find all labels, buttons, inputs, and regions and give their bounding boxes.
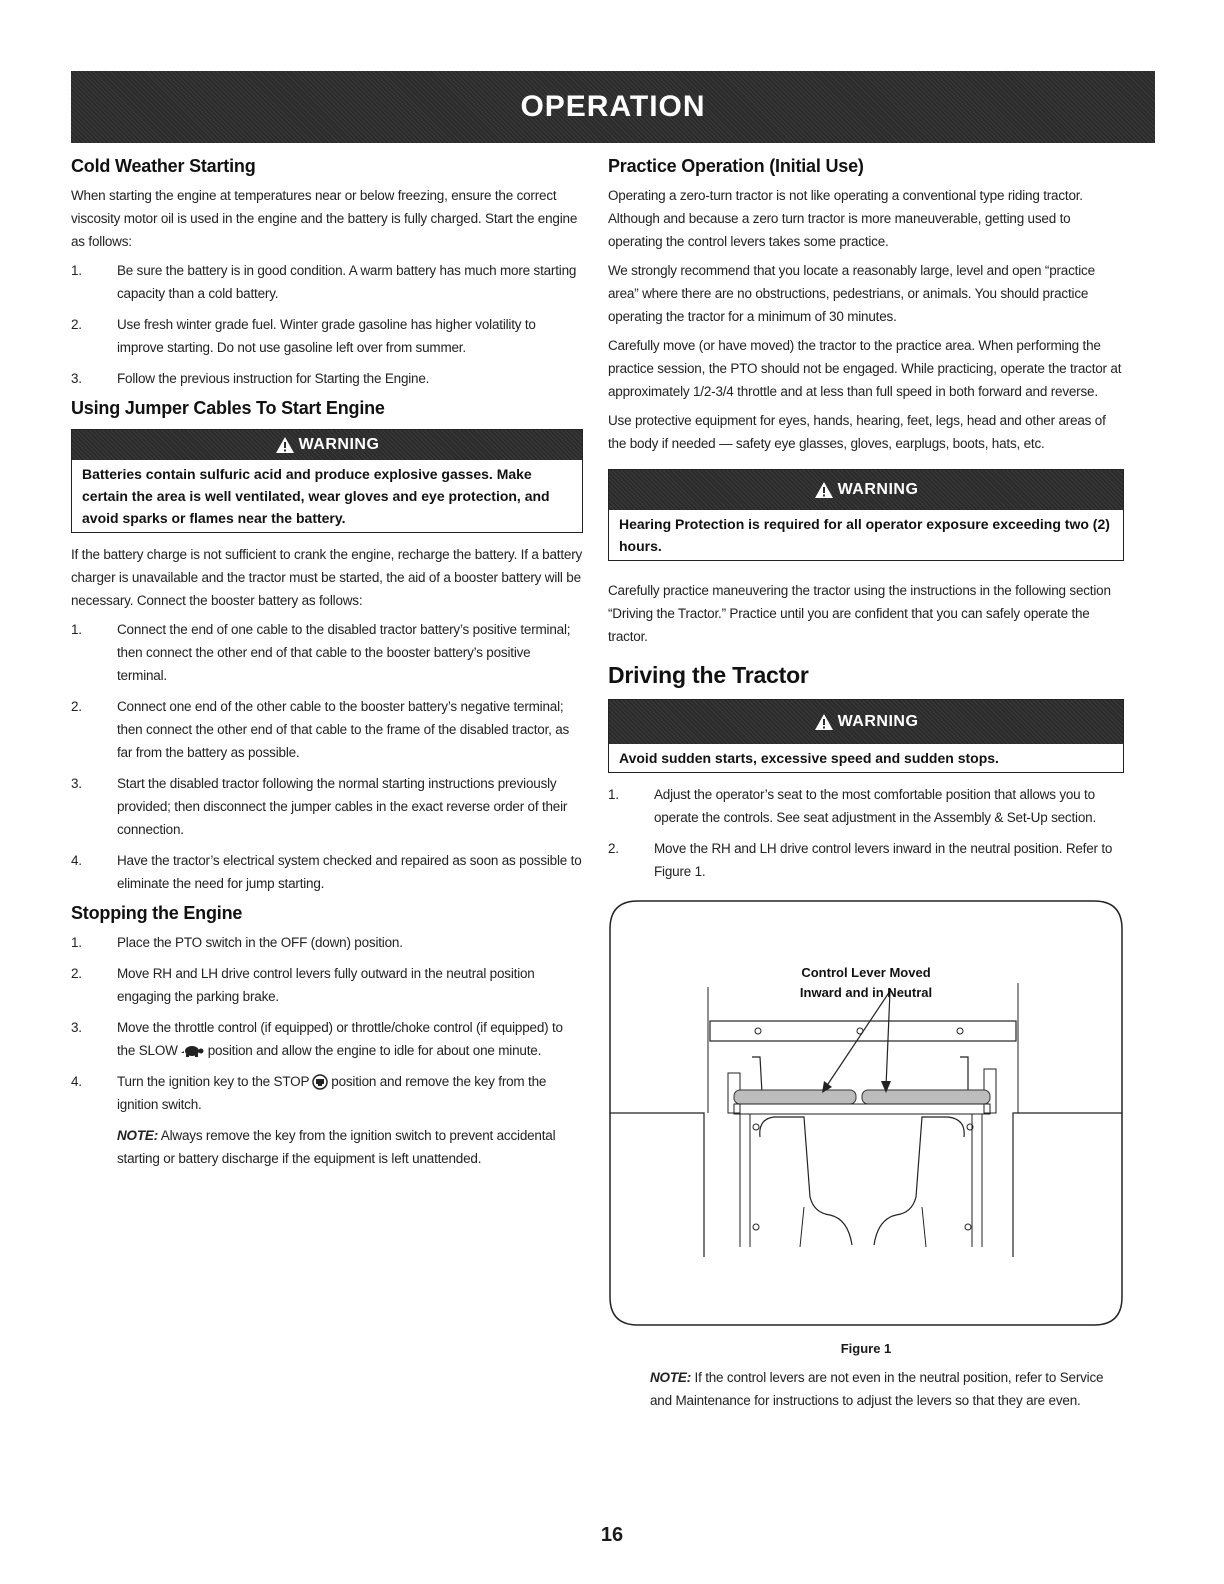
figure-caption: Figure 1 [840,1341,892,1356]
list-item-number: 3. [71,371,82,386]
warning-banner [609,700,1123,744]
list-item-number: 4. [71,853,82,868]
control-lever-diagram [608,897,1124,1329]
list-item-text: Follow the previous instruction for Starting the Engine. [117,371,430,386]
warning-label: WARNING [298,436,380,453]
practice-paragraph: We strongly recommend that you locate a reasonably large, level and open “practice area” where there are no obstructions, pedestrians, or animals. You should practice operating the tractor for a minimum of 30 minutes. [608,263,1095,324]
jumper-intro: If the battery charge is not sufficient to crank the engine, recharge the battery. If a battery charger is unavailable and the tractor must be started, the aid of a booster battery will be necessary. Connect the booster battery as follows: [71,547,583,608]
list-item-number: 4. [71,1074,82,1089]
list-item [71,695,583,764]
jumper-list [71,618,583,895]
figure-1 [608,897,1124,1356]
list-item-text: Use fresh winter grade fuel. Winter grade gasoline has higher volatility to improve starting. Do not use gasoline left over from summer. [117,317,536,355]
cold-weather-intro: When starting the engine at temperatures near or below freezing, ensure the correct viscosity motor oil is used in the engine and the battery is fully charged. Start the engine as follows: [71,188,578,249]
warning-label: WARNING [837,481,919,498]
cold-weather-list [71,259,583,390]
left-column [71,156,583,1176]
list-item-number: 1. [71,935,82,950]
list-item-text: Move RH and LH drive control levers fully outward in the neutral position engaging the parking brake. [117,966,535,1004]
practice-paragraph: Operating a zero-turn tractor is not like operating a conventional type riding tractor. Although and because a zero turn tractor is more maneuverable, getting used to operating the control levers takes some practice. [608,188,1083,249]
list-item-text: Adjust the operator’s seat to the most comfortable position that allows you to operate the controls. See seat adjustment in the Assembly & Set-Up section. [654,787,1096,825]
list-item [71,1070,583,1116]
list-item-text: Move the RH and LH drive control levers inward in the neutral position. Refer to Figure 1. [654,841,1113,879]
warning-triangle-icon [275,436,295,454]
note-text: If the control levers are not even in the neutral position, refer to Service and Maintenance for instructions to adjust the levers so that they are even. [650,1370,1104,1408]
figure-callout-line2: Inward and in Neutral [799,985,933,1000]
list-item-number: 3. [71,1020,82,1035]
driving-list [608,783,1124,883]
list-item-number: 2. [71,317,82,332]
note-label: NOTE: [117,1128,158,1143]
warning-triangle-icon [814,481,834,499]
list-item-text: Place the PTO switch in the OFF (down) position. [117,935,403,950]
list-item [71,259,583,305]
list-item-number: 1. [71,263,82,278]
warning-label: WARNING [837,713,919,730]
list-item-number: 2. [71,966,82,981]
battery-warning-box [71,429,583,533]
hearing-warning-box [608,469,1124,561]
practice-paragraph: Carefully move (or have moved) the tractor to the practice area. When performing the practice session, the PTO should not be engaged. While practicing, operate the tractor at approximately 1/2-3/4 throttle and at less than full speed in both forward and reverse. [608,338,1122,399]
list-item-text: Turn the ignition key to the STOP [117,1074,310,1089]
stopping-engine-heading: Stopping the Engine [71,903,243,923]
note-label: NOTE: [650,1370,691,1385]
list-item-number: 1. [608,787,619,802]
list-item [608,783,1124,829]
list-item [71,772,583,841]
right-control-lever [862,1090,990,1104]
list-item-text: Connect one end of the other cable to the booster battery’s negative terminal; then connect the other end of that cable to the frame of the disabled tractor, as far from the battery as possible. [117,699,570,760]
list-item-text: Have the tractor’s electrical system checked and repaired as soon as possible to eliminate the need for jump starting. [117,853,582,891]
right-column [608,156,1124,1418]
list-item-number: 1. [71,622,82,637]
list-item [71,962,583,1008]
practice-paragraph: Use protective equipment for eyes, hands, hearing, feet, legs, head and other areas of the body if needed — safety eye glasses, gloves, earplugs, boots, hats, etc. [608,413,1106,451]
warning-triangle-icon [814,713,834,731]
figure-callout-line1: Control Lever Moved [801,965,931,980]
list-item [71,367,583,390]
list-item-text-cont: position and allow the engine to idle for about one minute. [207,1043,542,1058]
page-number: 16 [600,1524,624,1546]
list-item-text: Start the disabled tractor following the normal starting instructions previously provided; then disconnect the jumper cables in the exact reverse order of their connection. [117,776,568,837]
left-control-lever [734,1090,856,1104]
turtle-slow-icon [181,1044,205,1058]
jumper-cables-heading: Using Jumper Cables To Start Engine [71,398,385,418]
list-item-text: Be sure the battery is in good condition. A warm battery has much more starting capacity than a cold battery. [117,263,577,301]
stopping-list [71,931,583,1116]
list-item-number: 2. [71,699,82,714]
list-item-text: Move the throttle control (if equipped) or throttle/choke control (if equipped) to the SLOW [117,1020,563,1058]
practice-paragraph: Carefully practice maneuvering the tractor using the instructions in the following section “Driving the Tractor.” Practice until you are confident that you can safely operate the tractor. [608,583,1111,644]
list-item [71,618,583,687]
warning-banner [72,430,582,460]
figure-note [608,1366,1124,1412]
note-text: Always remove the key from the ignition switch to prevent accidental starting or battery discharge if the equipment is left unattended. [117,1128,556,1166]
driving-tractor-heading: Driving the Tractor [608,662,809,688]
driving-warning-box [608,699,1124,773]
list-item [71,313,583,359]
warning-text: Hearing Protection is required for all operator exposure exceeding two (2) hours. [619,516,1110,554]
warning-banner [609,470,1123,510]
list-item [71,849,583,895]
list-item [71,1016,583,1062]
page-title: OPERATION [520,90,706,123]
engine-stop-icon [312,1074,328,1090]
warning-text: Avoid sudden starts, excessive speed and sudden stops. [619,750,999,766]
practice-operation-heading: Practice Operation (Initial Use) [608,156,864,176]
cold-weather-heading: Cold Weather Starting [71,156,256,176]
stopping-note [71,1124,583,1170]
list-item-text-cont: position and remove the key from the ignition switch. [117,1074,547,1112]
list-item-number: 2. [608,841,619,856]
list-item [71,931,583,954]
warning-text: Batteries contain sulfuric acid and produce explosive gasses. Make certain the area is well ventilated, wear gloves and eye protection, and avoid sparks or flames near the battery. [82,466,550,526]
list-item-text: Connect the end of one cable to the disabled tractor battery’s positive terminal; then connect the other end of that cable to the booster battery’s positive terminal. [117,622,571,683]
list-item-number: 3. [71,776,82,791]
page-header-bar [71,71,1155,143]
list-item [608,837,1124,883]
